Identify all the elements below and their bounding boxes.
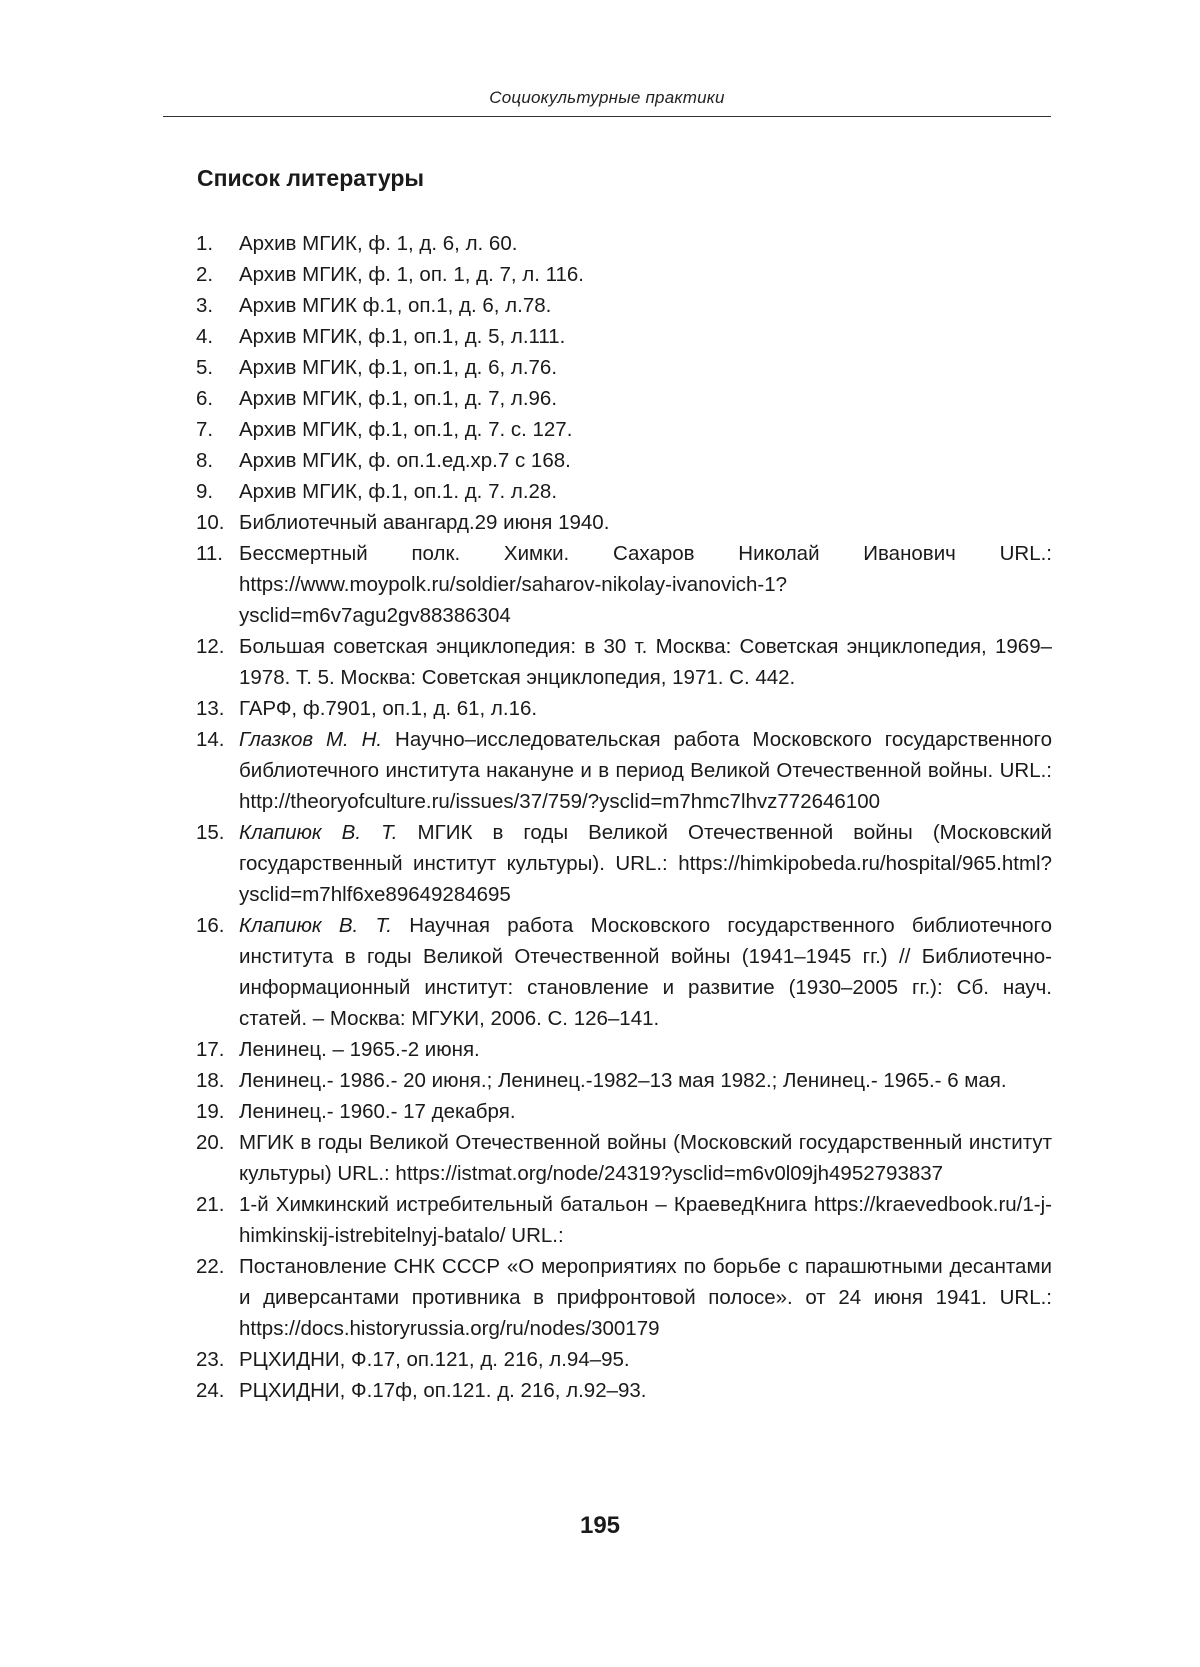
reference-text [239,1096,1052,1127]
reference-body: РЦХИДНИ, Ф.17, оп.121, д. 216, л.94–95. [239,1348,630,1371]
reference-item [196,352,1052,383]
reference-text [239,445,1052,476]
reference-item [196,1127,1052,1189]
reference-body: Архив МГИК, ф. оп.1.ед.хр.7 с 168. [239,449,571,472]
reference-body: Библиотечный авангард.29 июня 1940. [239,511,610,534]
reference-text [239,817,1052,910]
reference-body: Научно–исследовательская работа Московского государственного библиотечного института накануне и в период Великой Отечественной войны. URL.: http://theoryofculture.ru/issues/37/759/?ysclid=m7hmc7lhvz772646100 [239,728,1052,813]
reference-item [196,1065,1052,1096]
reference-body: Ленинец.- 1960.- 17 декабря. [239,1100,516,1123]
reference-item [196,1251,1052,1344]
reference-item [196,910,1052,1034]
reference-body: РЦХИДНИ, Ф.17ф, оп.121. д. 216, л.92–93. [239,1379,647,1402]
reference-number: 19. [196,1100,225,1123]
reference-text [239,910,1052,1034]
running-header: Социокультурные практики [489,88,725,107]
reference-item [196,259,1052,290]
reference-item [196,228,1052,259]
reference-text [239,321,1052,352]
reference-body: Архив МГИК, ф.1, оп.1, д. 6, л.76. [239,356,558,379]
reference-text [239,352,1052,383]
reference-item [196,507,1052,538]
reference-number: 7. [196,418,214,441]
reference-text [239,1127,1052,1189]
reference-number: 6. [196,387,214,410]
reference-author: Клапиюк В. Т. [239,914,392,937]
reference-number: 11. [196,542,223,565]
reference-number: 20. [196,1131,225,1154]
reference-body: МГИК в годы Великой Отечественной войны (Московский государственный институт культуры). URL.: https://himkipobeda.ru/hospital/965.html?ysclid=m7hlf6xe89649284695 [239,821,1052,906]
reference-number: 8. [196,449,214,472]
reference-number: 22. [196,1255,225,1278]
reference-text [239,259,1052,290]
reference-number: 1. [196,232,214,255]
reference-item [196,538,1052,631]
reference-item [196,817,1052,910]
reference-body: Архив МГИК, ф.1, оп.1, д. 5, л.111. [239,325,566,348]
reference-item [196,445,1052,476]
reference-body: Архив МГИК, ф.1, оп.1. д. 7. л.28. [239,480,558,503]
reference-item [196,383,1052,414]
reference-number: 18. [196,1069,225,1092]
reference-number: 23. [196,1348,225,1371]
reference-number: 15. [196,821,225,844]
reference-body: Ленинец.- 1986.- 20 июня.; Ленинец.-1982–13 мая 1982.; Ленинец.- 1965.- 6 мая. [239,1069,1007,1092]
reference-text [239,228,1052,259]
reference-text [239,631,1052,693]
reference-text [239,724,1052,817]
reference-item [196,1189,1052,1251]
reference-body: Ленинец. – 1965.-2 июня. [239,1038,480,1061]
reference-text [239,1189,1052,1251]
reference-text [239,507,1052,538]
reference-body: Архив МГИК, ф. 1, оп. 1, д. 7, л. 116. [239,263,584,286]
reference-body: 1-й Химкинский истребительный батальон – КраеведКнига https://kraevedbook.ru/1-j-himkinskij-istrebitelnyj-batalo/ URL.: [239,1193,1052,1247]
reference-text [239,1065,1052,1096]
reference-number: 4. [196,325,214,348]
reference-body: Архив МГИК, ф.1, оп.1, д. 7, л.96. [239,387,558,410]
reference-item [196,724,1052,817]
reference-text [239,383,1052,414]
reference-text [239,414,1052,445]
reference-text [239,476,1052,507]
reference-number: 12. [196,635,225,658]
section-title: Список литературы [197,165,425,191]
reference-number: 2. [196,263,214,286]
reference-number: 21. [196,1193,225,1216]
reference-text [239,1375,1052,1406]
reference-number: 10. [196,511,225,534]
reference-number: 16. [196,914,225,937]
reference-text [239,1034,1052,1065]
reference-number: 14. [196,728,225,751]
reference-body: Постановление СНК СССР «О мероприятиях по борьбе с парашютными десантами и диверсантами противника в прифронтовой полосе». от 24 июня 1941. URL.: https://docs.historyrussia.org/ru/nodes/300179 [239,1255,1052,1340]
reference-body: Архив МГИК ф.1, оп.1, д. 6, л.78. [239,294,552,317]
reference-number: 24. [196,1379,225,1402]
reference-number: 9. [196,480,214,503]
reference-number: 5. [196,356,214,379]
reference-body: ГАРФ, ф.7901, оп.1, д. 61, л.16. [239,697,538,720]
reference-body: Большая советская энциклопедия: в 30 т. Москва: Советская энциклопедия, 1969–1978. Т. 5. Москва: Советская энциклопедия, 1971. С. 442. [239,635,1052,689]
reference-item [196,290,1052,321]
reference-text [239,693,1052,724]
reference-item [196,476,1052,507]
reference-number: 3. [196,294,214,317]
reference-body: МГИК в годы Великой Отечественной войны (Московский государственный институт культуры) URL.: https://istmat.org/node/24319?ysclid=m6v0l09jh4952793837 [239,1131,1052,1185]
reference-item [196,321,1052,352]
reference-author: Глазков М. Н. [239,728,383,751]
reference-author: Клапиюк В. Т. [239,821,398,844]
reference-item [196,631,1052,693]
reference-item [196,1375,1052,1406]
reference-item [196,1096,1052,1127]
reference-list [196,228,1052,1406]
reference-item [196,693,1052,724]
reference-body: Бессмертный полк. Химки. Сахаров Николай Иванович URL.: https://www.moypolk.ru/soldier/saharov-nikolay-ivanovich-1?ysclid=m6v7agu2gv88386304 [239,542,1052,627]
reference-body: Архив МГИК, ф.1, оп.1, д. 7. с. 127. [239,418,573,441]
reference-item [196,1034,1052,1065]
reference-text [239,290,1052,321]
reference-item [196,414,1052,445]
reference-text [239,538,1052,631]
reference-number: 17. [196,1038,225,1061]
reference-number: 13. [196,697,225,720]
reference-text [239,1251,1052,1344]
reference-body: Научная работа Московского государственного библиотечного института в годы Великой Отечественной войны (1941–1945 гг.) // Библиотечно-информационный институт: становление и развитие (1930–2005 гг.): Сб. науч. статей. – Москва: МГУКИ, 2006. С. 126–141. [239,914,1052,1030]
page-number: 195 [579,1512,621,1539]
header-rule [163,116,1051,117]
reference-text [239,1344,1052,1375]
reference-body: Архив МГИК, ф. 1, д. 6, л. 60. [239,232,518,255]
reference-item [196,1344,1052,1375]
